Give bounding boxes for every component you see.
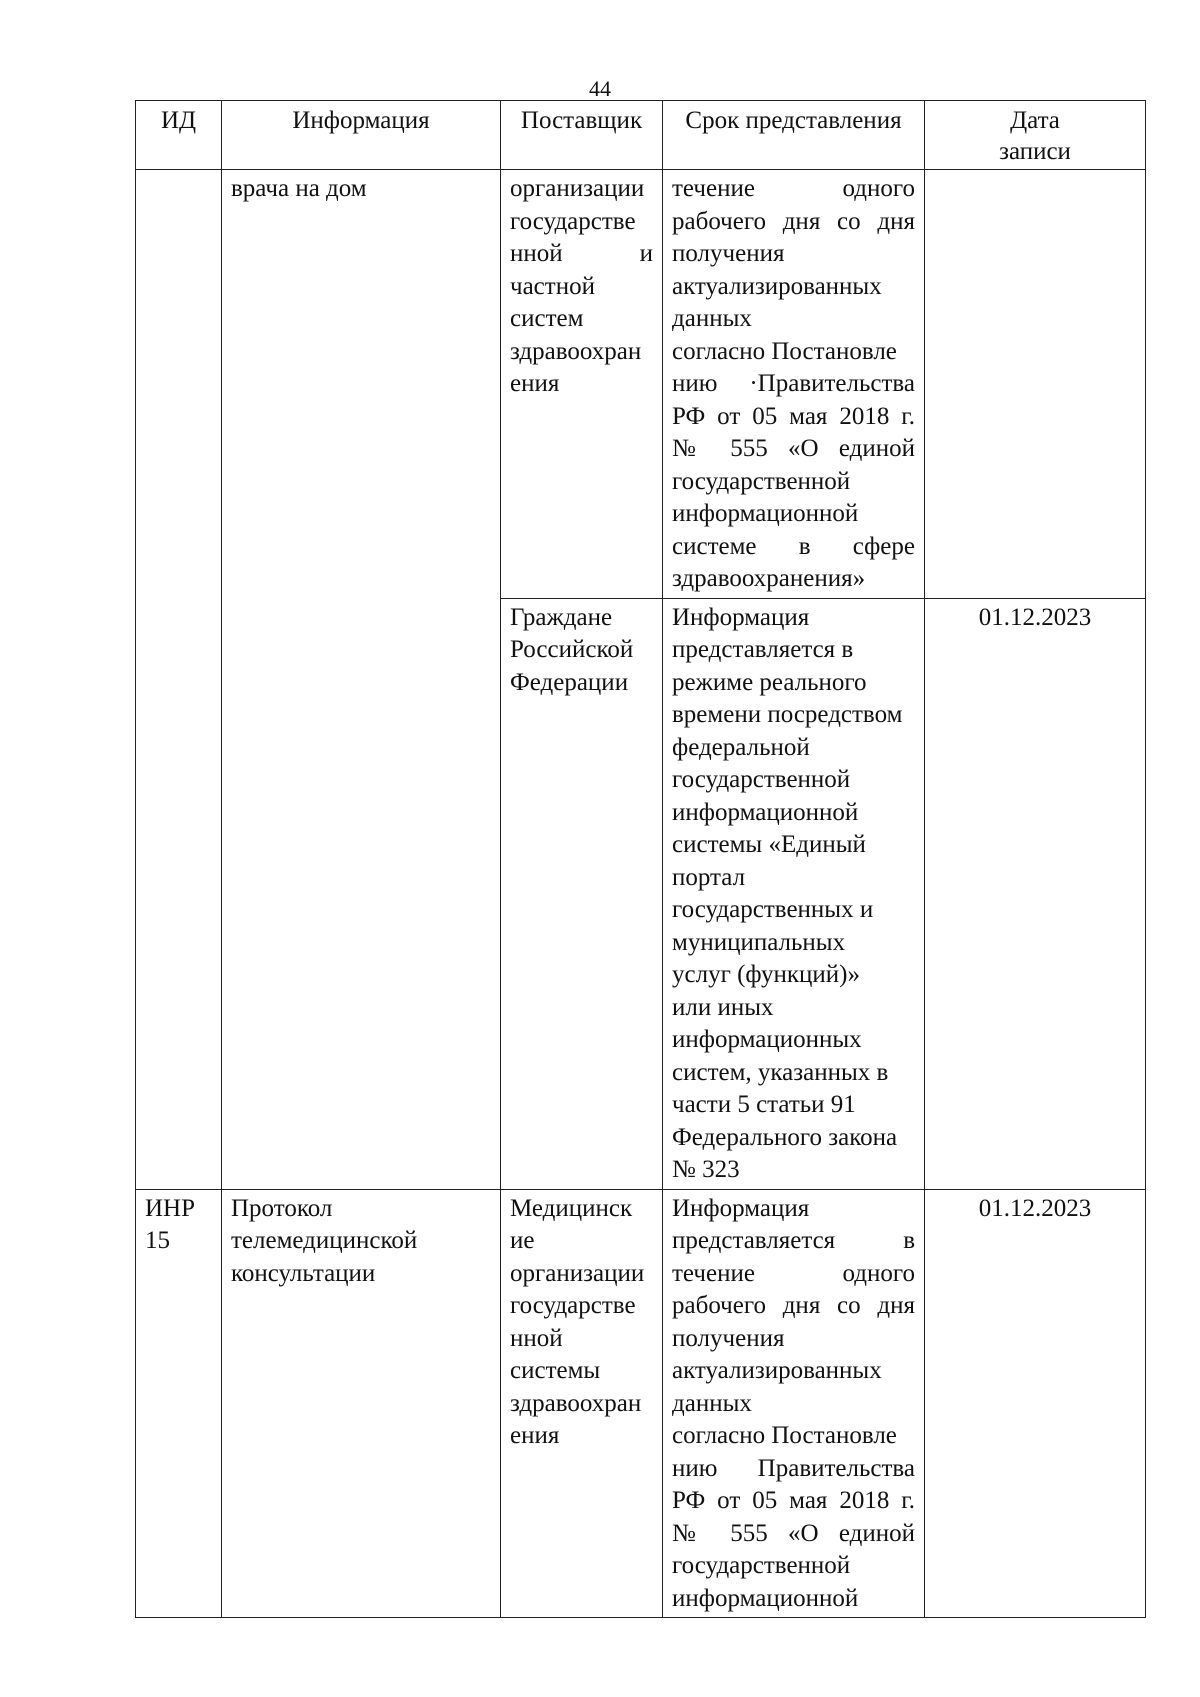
deadline-line: государственной xyxy=(672,467,851,495)
header-date-line: записи xyxy=(999,138,1071,165)
deadline-line: государственных и xyxy=(672,896,874,923)
cell-deadline xyxy=(663,170,925,599)
supplier-line: Российской xyxy=(510,636,634,663)
deadline-line: Информация xyxy=(672,603,810,631)
deadline-line: получения xyxy=(672,1324,785,1352)
header-info: Информация xyxy=(222,101,501,170)
cell-date: 01.12.2023 xyxy=(925,598,1146,1189)
supplier-line: Федерации xyxy=(510,668,629,696)
deadline-line: систем, указанных в xyxy=(672,1058,889,1086)
deadline-line: рабочего дня со дня xyxy=(672,1292,915,1319)
supplier-line: государстве xyxy=(510,207,636,235)
supplier-line: ения xyxy=(510,1422,560,1449)
supplier-line: организации xyxy=(510,175,645,202)
deadline-line: портал xyxy=(672,863,746,891)
deadline-line: № 555 «О единой xyxy=(672,435,915,462)
supplier-line: государстве xyxy=(510,1292,636,1319)
cell-supplier xyxy=(501,1189,663,1618)
supplier-line: нной и xyxy=(510,240,653,267)
page-number: 44 xyxy=(589,76,611,101)
deadline-line: течение одного xyxy=(672,1259,915,1287)
supplier-line: систем xyxy=(510,305,584,332)
cell-info: врача на дом xyxy=(222,170,501,1190)
deadline-line: информационной xyxy=(672,500,859,527)
info-line: Протокол xyxy=(231,1194,333,1222)
supplier-line: организации xyxy=(510,1259,645,1287)
info-line: телемедицинской xyxy=(231,1227,418,1254)
cell-id xyxy=(136,1189,222,1618)
header-date-line: Дата xyxy=(1010,107,1060,134)
deadline-line: федеральной xyxy=(672,733,810,761)
deadline-line: времени посредством xyxy=(672,701,903,728)
supplier-line: ения xyxy=(510,370,560,397)
deadline-line: согласно Постановле xyxy=(672,337,897,365)
deadline-line: Федерального закона xyxy=(672,1123,898,1151)
deadline-line: данных xyxy=(672,305,752,332)
supplier-line: Граждане xyxy=(510,603,613,631)
deadline-line: или иных xyxy=(672,993,774,1021)
supplier-line: Медицинск xyxy=(510,1194,633,1222)
deadline-line: информационной xyxy=(672,1584,859,1612)
registry-table xyxy=(135,100,1146,1618)
table-row xyxy=(136,170,1146,599)
cell-deadline xyxy=(663,1189,925,1618)
header-supplier: Поставщик xyxy=(501,101,663,170)
deadline-line: данных xyxy=(672,1389,752,1417)
deadline-line: услуг (функций)» xyxy=(672,961,860,988)
deadline-line: представляется в xyxy=(672,636,854,663)
deadline-line: информационной xyxy=(672,798,859,826)
table-row xyxy=(136,1189,1146,1618)
deadline-line: получения xyxy=(672,240,785,267)
deadline-line: рабочего дня со дня xyxy=(672,207,915,235)
info-line: консультации xyxy=(231,1259,376,1287)
cell-info xyxy=(222,1189,501,1618)
deadline-line: информационных xyxy=(672,1026,862,1053)
deadline-line: муниципальных xyxy=(672,928,846,956)
supplier-line: частной xyxy=(510,272,595,300)
deadline-line: согласно Постановле xyxy=(672,1422,897,1449)
deadline-line: РФ от 05 мая 2018 г. xyxy=(672,1487,915,1514)
header-deadline: Срок представления xyxy=(663,101,925,170)
header-id: ИД xyxy=(136,101,222,170)
header-row xyxy=(136,101,1146,170)
deadline-line: РФ от 05 мая 2018 г. xyxy=(672,402,915,430)
cell-supplier xyxy=(501,598,663,1189)
cell-date: 01.12.2023 xyxy=(925,1189,1146,1618)
deadline-line: нию Правительства xyxy=(672,1454,915,1482)
deadline-line: представляется в xyxy=(672,1227,915,1254)
id-line: ИНР xyxy=(145,1194,196,1222)
registry-table-container xyxy=(135,100,1145,1618)
cell-date xyxy=(925,170,1146,599)
deadline-line: течение одного xyxy=(672,175,915,202)
supplier-line: системы xyxy=(510,1357,601,1384)
deadline-line: государственной xyxy=(672,1552,851,1579)
deadline-line: актуализированных xyxy=(672,272,882,300)
supplier-line: ие xyxy=(510,1227,535,1254)
deadline-line: № 555 «О единой xyxy=(672,1519,915,1547)
supplier-line: нной xyxy=(510,1324,563,1352)
deadline-line: Информация xyxy=(672,1194,810,1222)
deadline-line: актуализированных xyxy=(672,1357,882,1384)
deadline-line: системе в сфере xyxy=(672,532,915,560)
deadline-line: системы «Единый xyxy=(672,831,866,858)
cell-id xyxy=(136,170,222,1190)
supplier-line: здравоохран xyxy=(510,337,642,365)
deadline-line: режиме реального xyxy=(672,668,867,696)
cell-deadline xyxy=(663,598,925,1189)
deadline-line: части 5 статьи 91 xyxy=(672,1091,856,1118)
deadline-line: № 323 xyxy=(672,1156,740,1183)
deadline-line: государственной xyxy=(672,766,851,793)
id-line: 15 xyxy=(145,1227,170,1254)
deadline-line: здравоохранения» xyxy=(672,565,866,592)
cell-supplier xyxy=(501,170,663,599)
header-date xyxy=(925,101,1146,170)
deadline-line: нию ·Правительства xyxy=(672,370,915,397)
supplier-line: здравоохран xyxy=(510,1389,642,1417)
